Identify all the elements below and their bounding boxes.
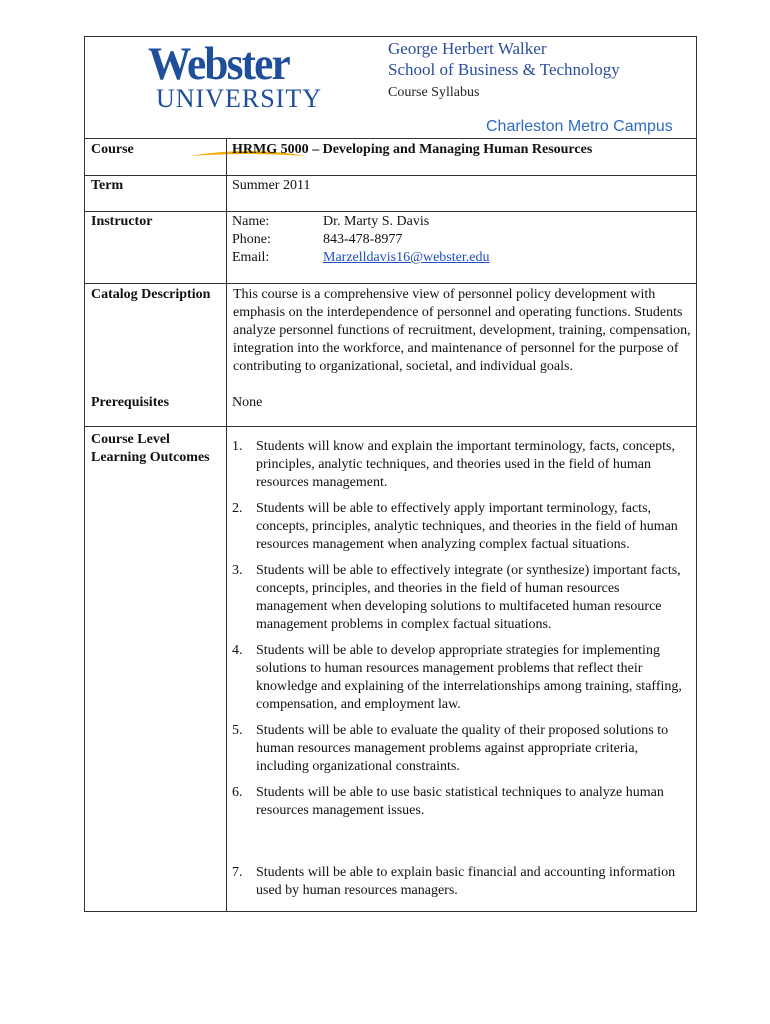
webster-logo — [148, 36, 322, 126]
outcome-text: Students will be able to effectively integrate (or synthesize) important facts, concepts, principles, and theories in the field of human resources management when developing solutions to multifaceted human resource management problems in complex factual situations. — [256, 563, 681, 632]
outcome-number: 1. — [232, 439, 243, 454]
outcome-text: Students will know and explain the important terminology, facts, concepts, principles, analytic techniques, and theories used in the field of human resources management. — [256, 439, 676, 490]
prerequisites-label: Prerequisites — [91, 395, 170, 410]
outcome-text: Students will be able to evaluate the quality of their proposed solutions to human resources management problems against appropriate criteria, including organizational constraints. — [256, 723, 669, 774]
course-label: Course — [91, 142, 134, 157]
outcome-number: 4. — [232, 643, 243, 658]
instructor-email-key: Email: — [232, 250, 270, 265]
outcome-text: Students will be able to effectively apply important terminology, facts, concepts, principles, analytic techniques, and theories in the field of human resources management when analyzing complex factual situations. — [256, 501, 678, 552]
instructor-phone: 843-478-8977 — [323, 232, 403, 247]
list-item — [232, 642, 692, 714]
document-type: Course Syllabus — [388, 85, 480, 100]
instructor-email-link[interactable]: Marzelldavis16@webster.edu — [323, 250, 490, 265]
catalog-label: Catalog Description — [91, 287, 211, 302]
outcomes-label — [91, 431, 210, 467]
outcome-number: 5. — [232, 723, 243, 738]
prerequisites-value: None — [232, 395, 263, 410]
list-item — [232, 722, 692, 776]
instructor-phone-key: Phone: — [232, 232, 271, 247]
course-value: HRMG 5000 – Developing and Managing Human Resources — [232, 142, 593, 157]
list-item — [232, 562, 692, 634]
instructor-name: Dr. Marty S. Davis — [323, 214, 430, 229]
learning-outcomes-list — [232, 438, 692, 908]
catalog-description: This course is a comprehensive view of personnel policy development with emphasis on the interdependence of personnel and operating functions. Students analyze personnel functions of recruitment, development, training, compensation, integration into the workforce, and maintenance of personnel for the purpose of contributing to organizational, societal, and individual goals. — [233, 287, 691, 374]
outcomes-label-line2: Learning Outcomes — [91, 450, 210, 465]
prerequisites-row — [84, 393, 697, 429]
instructor-label: Instructor — [91, 214, 153, 229]
term-row — [84, 175, 697, 213]
instructor-name-key: Name: — [232, 214, 270, 229]
school-heading — [388, 38, 688, 103]
outcome-number: 7. — [232, 865, 243, 880]
term-label: Term — [91, 178, 124, 193]
outcome-number: 6. — [232, 785, 243, 800]
term-value: Summer 2011 — [232, 178, 311, 193]
outcome-text: Students will be able to develop appropriate strategies for implementing solutions to human resources management problems that reflect their knowledge and explaining of the interrelationships among training, staffing, compensation, and employment law. — [256, 643, 682, 712]
outcome-text: Students will be able to use basic statistical techniques to analyze human resources management issues. — [256, 785, 664, 818]
logo-wordmark: Webster — [148, 38, 289, 90]
outcomes-label-line1: Course Level — [91, 432, 170, 447]
outcome-number: 2. — [232, 501, 243, 516]
list-item — [232, 784, 692, 820]
school-name-line2: School of Business & Technology — [388, 60, 620, 79]
school-name-line1: George Herbert Walker — [388, 39, 547, 58]
outcome-text: Students will be able to explain basic financial and accounting information used by human resources managers. — [256, 865, 676, 898]
outcome-number: 3. — [232, 563, 243, 578]
list-item — [232, 438, 692, 492]
list-item — [232, 864, 692, 900]
campus-name: Charleston Metro Campus — [486, 118, 673, 135]
logo-university: UNIVERSITY — [156, 84, 322, 113]
list-item — [232, 500, 692, 554]
